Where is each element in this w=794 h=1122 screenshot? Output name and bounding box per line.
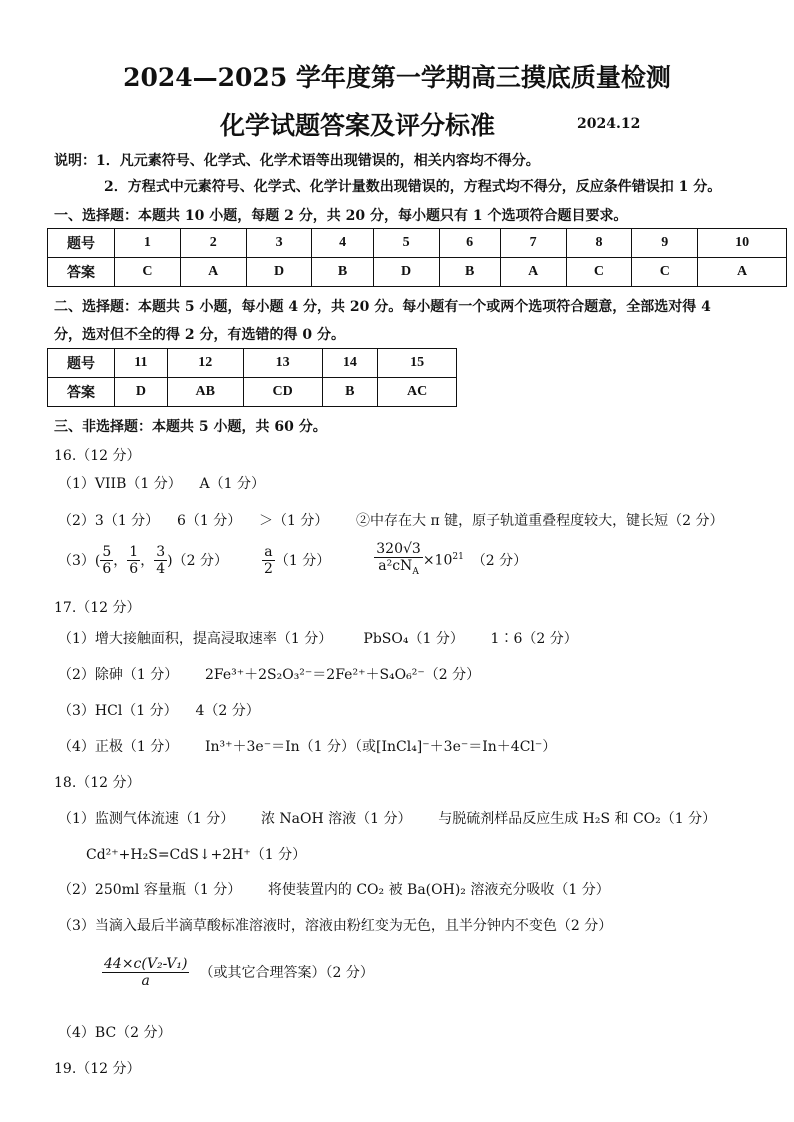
table-cell: 11	[115, 349, 168, 378]
page-subtitle: 化学试题答案及评分标准	[220, 111, 496, 140]
table-cell: CD	[243, 378, 322, 407]
table-cell: 15	[378, 349, 457, 378]
table-cell: 14	[322, 349, 378, 378]
section2-heading-line-2: 分，选对但不全的得 2 分，有选错的得 0 分。	[54, 327, 345, 343]
table-cell: 3	[246, 229, 312, 258]
fraction: $\frac{3}{4}$	[156, 543, 166, 577]
q18-part1-equation: Cd²⁺+H₂S=CdS↓+2H⁺（1 分）	[86, 847, 307, 863]
q18-part2: （2）250ml 容量瓶（1 分） 将使装置内的 CO₂ 被 Ba(OH)₂ 溶液充分吸收（1 分）	[58, 882, 610, 898]
section3-heading: 三、非选择题：本题共 5 小题，共 60 分。	[54, 419, 327, 435]
table-cell: AB	[167, 378, 243, 407]
q16-part3-prefix: （3）(	[58, 553, 101, 569]
fraction: $\frac{5}{6}$	[102, 543, 112, 577]
q16-part2-reason: ②中存在大 π 键，原子轨道重叠程度较大，键长短（2 分）	[356, 513, 724, 529]
q16-part3-end: （2 分）	[471, 553, 528, 569]
table-cell: 2	[180, 229, 246, 258]
table-row-numbers	[48, 229, 787, 258]
table-cell: 12	[167, 349, 243, 378]
note-2: 2．方程式中元素符号、化学式、化学计量数出现错误的，方程式均不得分，反应条件错误扣 1 分。	[104, 179, 722, 195]
table-cell: 10	[698, 229, 787, 258]
document-date: 2024.12	[577, 116, 641, 132]
table-cell: A	[500, 258, 566, 287]
table-cell: D	[246, 258, 312, 287]
table-cell: C	[632, 258, 698, 287]
q16-header: 16.（12 分）	[54, 448, 141, 464]
table-cell: 8	[566, 229, 632, 258]
q16-part3-power: $\times 10^{21}$	[422, 551, 464, 569]
q17-header: 17.（12 分）	[54, 600, 141, 616]
note-1: 1．凡元素符号、化学式、化学术语等出现错误的，相关内容均不得分。	[96, 153, 540, 169]
section1-answer-table	[47, 228, 787, 287]
table-row-answers	[48, 258, 787, 287]
notes-label: 说明：	[54, 153, 96, 169]
fraction: $\frac{a}{2}$	[263, 543, 273, 577]
q18-header: 18.（12 分）	[54, 775, 141, 791]
q18-part1: （1）监测气体流速（1 分） 浓 NaOH 溶液（1 分） 与脱硫剂样品反应生成 H₂S 和 CO₂（1 分）	[58, 811, 717, 827]
page-title: 2024—2025 学年度第一学期高三摸底质量检测	[123, 63, 671, 92]
table-cell: A	[180, 258, 246, 287]
density-fraction: $\frac{320√3}{a^2cN_A}$	[376, 540, 421, 577]
q17-part4: （4）正极（1 分） In³⁺＋3e⁻＝In（1 分）（或[InCl₄]⁻＋3e⁻＝In＋4Cl⁻）	[58, 739, 557, 755]
q17-part2: （2）除砷（1 分） 2Fe³⁺＋2S₂O₃²⁻＝2Fe²⁺＋S₄O₆²⁻（2 分）	[58, 667, 481, 683]
notes-line-1	[54, 150, 540, 170]
section2-heading-line-1: 二、选择题：本题共 5 小题，每小题 4 分，共 20 分。每小题有一个或两个选项符合题意，全部选对得 4	[54, 299, 711, 315]
table-cell: D	[115, 378, 168, 407]
table-cell: 1	[115, 229, 181, 258]
table-cell: 13	[243, 349, 322, 378]
table-cell: 9	[632, 229, 698, 258]
q16-part3-mid: )（2 分）	[167, 553, 228, 569]
section2-answer-table	[47, 348, 457, 407]
table-cell: B	[322, 378, 378, 407]
q16-part3	[58, 540, 527, 580]
table-row-answers	[48, 378, 457, 407]
fraction: $\frac{\text{44×c(V₂-V₁)}}{a}$	[104, 955, 188, 989]
q18-part3: （3）当滴入最后半滴草酸标准溶液时，溶液由粉红变为无色，且半分钟内不变色（2 分）	[58, 918, 613, 934]
q18-part3-formula	[102, 950, 374, 994]
q19-header: 19.（12 分）	[54, 1061, 141, 1077]
q18-part3-formula-tail: （或其它合理答案）（2 分）	[199, 965, 374, 981]
table-cell: A	[698, 258, 787, 287]
comma: ，	[113, 553, 128, 569]
table-cell: B	[312, 258, 373, 287]
row-label-answer: 答案	[48, 258, 115, 287]
table-cell: 6	[439, 229, 500, 258]
row-label-answer: 答案	[48, 378, 115, 407]
table-cell: 7	[500, 229, 566, 258]
q17-part3: （3）HCl（1 分） 4（2 分）	[58, 703, 260, 719]
fraction: $\frac{1}{6}$	[129, 543, 139, 577]
comma: ，	[140, 553, 155, 569]
section1-heading: 一、选择题：本题共 10 小题，每题 2 分，共 20 分，每小题只有 1 个选项符合题目要求。	[54, 208, 628, 224]
q16-part2: （2）3（1 分） 6（1 分） ＞（1 分）	[58, 513, 329, 529]
q16-part1: （1）VIIB（1 分） A（1 分）	[58, 476, 265, 492]
table-cell: C	[566, 258, 632, 287]
table-cell: C	[115, 258, 181, 287]
table-cell: 4	[312, 229, 373, 258]
table-cell: 5	[373, 229, 439, 258]
q16-part3-mid2: （1 分）	[274, 553, 331, 569]
table-cell: B	[439, 258, 500, 287]
q17-part1: （1）增大接触面积，提高浸取速率（1 分） PbSO₄（1 分） 1∶6（2 分）	[58, 631, 578, 647]
table-cell: D	[373, 258, 439, 287]
row-label-question: 题号	[48, 349, 115, 378]
q18-part4: （4）BC（2 分）	[58, 1025, 172, 1041]
row-label-question: 题号	[48, 229, 115, 258]
table-row-numbers	[48, 349, 457, 378]
table-cell: AC	[378, 378, 457, 407]
